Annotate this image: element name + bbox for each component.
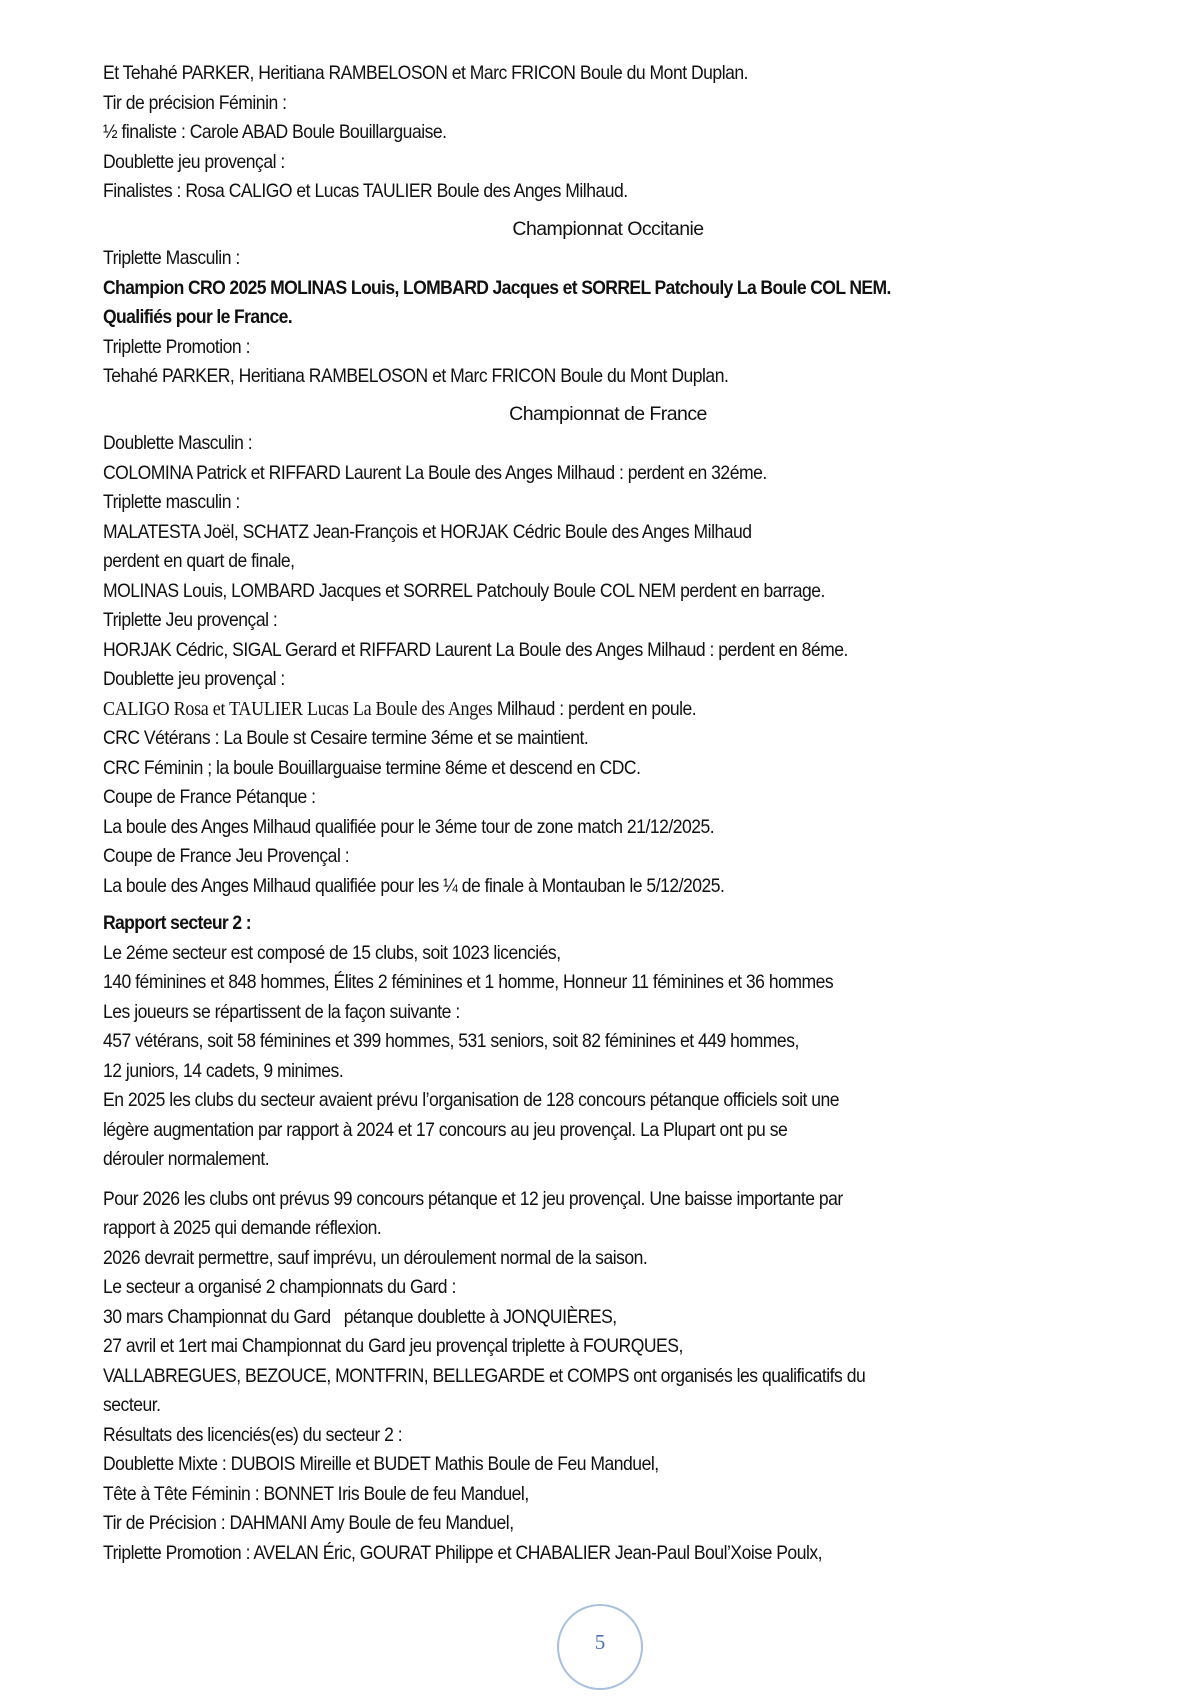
text-line: Doublette jeu provençal : [103, 150, 285, 173]
text-line: Tehahé PARKER, Heritiana RAMBELOSON et Marc FRICON Boule du Mont Duplan. [103, 365, 729, 387]
text-line: MALATESTA Joël, SCHATZ Jean-François et HORJAK Cédric Boule des Anges Milhaud [103, 520, 752, 543]
text-line: 30 mars Championnat du Gard pétanque doublette à JONQUIÈRES, [103, 1305, 617, 1328]
document-body [103, 59, 1113, 1568]
text-line: Le secteur a organisé 2 championnats du Gard : [103, 1276, 456, 1298]
text-line: Finalistes : Rosa CALIGO et Lucas TAULIER Boule des Anges Milhaud. [103, 180, 628, 202]
qualified-line: Qualifiés pour le France. [103, 306, 293, 328]
text-line: 140 féminines et 848 hommes, Élites 2 féminines et 1 homme, Honneur 11 féminines et 36 hommes [103, 971, 834, 993]
caligo-serif-part: CALIGO Rosa et TAULIER Lucas La Boule des Anges [103, 697, 493, 720]
text-line: secteur. [103, 1394, 161, 1416]
text-line: MOLINAS Louis, LOMBARD Jacques et SORREL Patchouly Boule COL NEM perdent en barrage. [103, 579, 825, 602]
text-line: Doublette Mixte : DUBOIS Mireille et BUDET Mathis Boule de Feu Manduel, [103, 1453, 659, 1475]
text-line: COLOMINA Patrick et RIFFARD Laurent La Boule des Anges Milhaud : perdent en 32éme. [103, 461, 767, 484]
caligo-sans-part: Milhaud : perdent en poule. [492, 697, 697, 720]
page-number-badge [557, 1604, 643, 1690]
text-line: Doublette Masculin : [103, 432, 253, 454]
text-line: VALLABREGUES, BEZOUCE, MONTFRIN, BELLEGARDE et COMPS ont organisés les qualificatifs du [103, 1364, 866, 1387]
text-line: Le 2éme secteur est composé de 15 clubs, soit 1023 licenciés, [103, 941, 561, 964]
text-line: Doublette jeu provençal : [103, 668, 285, 690]
text-line: 27 avril et 1ert mai Championnat du Gard jeu provençal triplette à FOURQUES, [103, 1335, 683, 1357]
section-heading-france: Championnat de France [509, 402, 707, 425]
text-line: La boule des Anges Milhaud qualifiée pour les ¼ de finale à Montauban le 5/12/2025. [103, 874, 725, 897]
text-line: En 2025 les clubs du secteur avaient prévu l’organisation de 128 concours pétanque officiels soit une [103, 1089, 840, 1111]
text-line: Les joueurs se répartissent de la façon suivante : [103, 1000, 460, 1023]
text-line: dérouler normalement. [103, 1148, 270, 1170]
text-line: Triplette Jeu provençal : [103, 609, 278, 631]
text-line: Et Tehahé PARKER, Heritiana RAMBELOSON et Marc FRICON Boule du Mont Duplan. [103, 62, 749, 84]
text-line: Coupe de France Jeu Provençal : [103, 845, 350, 867]
text-line: légère augmentation par rapport à 2024 et 17 concours au jeu provençal. La Plupart ont pu se [103, 1118, 788, 1141]
caligo-line [103, 695, 1012, 725]
text-line: Triplette Promotion : AVELAN Éric, GOURAT Philippe et CHABALIER Jean-Paul Boul’Xoise Poulx, [103, 1541, 823, 1564]
text-line: Tête à Tête Féminin : BONNET Iris Boule de feu Manduel, [103, 1482, 529, 1505]
text-line: Triplette Masculin : [103, 247, 240, 269]
text-line: Tir de Précision : DAHMANI Amy Boule de feu Manduel, [103, 1512, 514, 1534]
text-line: rapport à 2025 qui demande réflexion. [103, 1217, 382, 1239]
text-line: HORJAK Cédric, SIGAL Gerard et RIFFARD Laurent La Boule des Anges Milhaud : perdent en 8éme. [103, 638, 848, 661]
text-line: Triplette Promotion : [103, 335, 250, 358]
text-line: CRC Féminin ; la boule Bouillarguaise termine 8éme et descend en CDC. [103, 756, 641, 779]
text-line: La boule des Anges Milhaud qualifiée pour le 3éme tour de zone match 21/12/2025. [103, 815, 715, 838]
champion-line: Champion CRO 2025 MOLINAS Louis, LOMBARD Jacques et SORREL Patchouly La Boule COL NEM. [103, 276, 891, 299]
text-line: 12 juniors, 14 cadets, 9 minimes. [103, 1059, 344, 1082]
text-line: Pour 2026 les clubs ont prévus 99 concours pétanque et 12 jeu provençal. Une baisse importante par [103, 1187, 843, 1210]
text-line: 457 vétérans, soit 58 féminines et 399 hommes, 531 seniors, soit 82 féminines et 449 hommes, [103, 1030, 799, 1052]
text-line: ½ finaliste : Carole ABAD Boule Bouillarguaise. [103, 121, 447, 143]
text-line: CRC Vétérans : La Boule st Cesaire termine 3éme et se maintient. [103, 727, 589, 749]
text-line: Triplette masculin : [103, 491, 240, 513]
section-heading-occitanie: Championnat Occitanie [512, 217, 704, 240]
text-line: Tir de précision Féminin : [103, 91, 287, 114]
text-line: Coupe de France Pétanque : [103, 786, 316, 808]
page-number: 5 [594, 1629, 606, 1654]
text-line: Résultats des licenciés(es) du secteur 2 : [103, 1423, 403, 1446]
text-line: 2026 devrait permettre, sauf imprévu, un déroulement normal de la saison. [103, 1246, 648, 1269]
section-heading-secteur2: Rapport secteur 2 : [103, 912, 251, 934]
text-line: perdent en quart de finale, [103, 550, 295, 572]
